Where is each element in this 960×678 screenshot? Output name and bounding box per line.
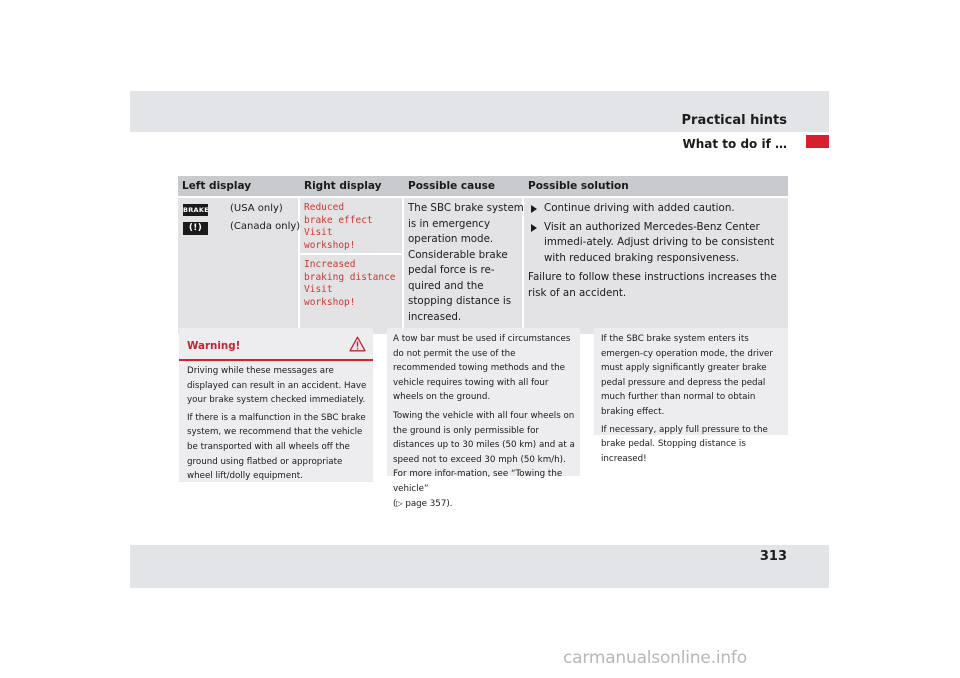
- table-row: [178, 196, 788, 323]
- brake-warning-icon: BRAKE: [183, 206, 209, 214]
- right-display-cell-1: [300, 198, 402, 253]
- watermark: carmanualsonline.info: [563, 648, 747, 668]
- possible-cause-text: The SBC brake system is in emergency operation mode. Considerable brake pedal force is re-quired and the stopping distance is increased.: [408, 202, 524, 323]
- warning-title: Warning!: [187, 340, 241, 352]
- solution-note: Failure to follow these instructions increases the risk of an accident.: [528, 271, 777, 299]
- messages-table: [178, 176, 788, 323]
- sbc-info-box: [594, 328, 788, 464]
- left-display-cell: [178, 198, 301, 334]
- right-display-cell-2: [300, 255, 402, 334]
- sbc-paragraph: If necessary, apply full pressure to the brake pedal. Stopping distance is increased!: [601, 424, 768, 464]
- page-number: 313: [759, 549, 787, 564]
- warning-paragraph: Driving while these messages are displayed can result in an accident. Have your brake system checked immediately.: [187, 366, 367, 406]
- warning-box: [179, 328, 373, 482]
- warning-divider: [179, 359, 373, 361]
- solution-step: Visit an authorized Mercedes-Benz Center immedi-ately. Adjust driving to be consistent with reduced braking responsiveness.: [528, 220, 786, 267]
- col-right-display: Right display: [304, 180, 382, 192]
- canada-only-label: (Canada only): [230, 221, 301, 232]
- towing-info-box: [387, 328, 580, 509]
- section-title: Practical hints: [681, 113, 787, 128]
- solution-step: Continue driving with added caution.: [528, 201, 786, 217]
- towing-paragraph: Towing the vehicle with all four wheels on the ground is only permissible for distances up to 30 miles (50 km) and at a speed not to exceed 30 mph (50 km/h). For more infor-mation, see “Towing the vehicle” (▷ page 357).: [393, 410, 575, 509]
- possible-cause-cell: [404, 198, 522, 334]
- bullet-arrow-icon: [531, 205, 537, 213]
- page-reference-arrow-icon: ▷: [396, 498, 403, 508]
- display-message-reduced-brake-effect: Reduced brake effect Visit workshop!: [304, 202, 373, 251]
- sbc-paragraph: If the SBC brake system enters its emergen-cy operation mode, the driver must apply significantly greater brake pedal pressure and depress the pedal much further than normal to obtain braking effect.: [601, 334, 773, 417]
- usa-only-label: (USA only): [230, 203, 283, 214]
- section-marker: [806, 135, 829, 148]
- display-message-increased-braking-distance: Increased braking distance Visit workshop!: [304, 259, 396, 308]
- col-possible-cause: Possible cause: [408, 180, 496, 192]
- possible-solution-cell: [524, 198, 788, 334]
- subsection-title: What to do if …: [682, 137, 787, 151]
- col-left-display: Left display: [182, 180, 252, 192]
- towing-paragraph: A tow bar must be used if circumstances do not permit the use of the recommended towing methods and the vehicle requires towing with all four wheels on the ground.: [393, 334, 571, 403]
- bullet-arrow-icon: [531, 224, 537, 232]
- footer-band: [130, 545, 829, 588]
- warning-paragraph: If there is a malfunction in the SBC brake system, we recommend that the vehicle be transported with all wheels off the ground using flatbed or appropriate wheel lift/dolly equipment.: [187, 412, 366, 482]
- col-possible-solution: Possible solution: [528, 180, 629, 192]
- brake-circle-warning-icon: (!): [183, 222, 208, 235]
- table-header: [178, 176, 788, 196]
- warning-triangle-icon: [349, 336, 366, 352]
- page-reference[interactable]: page 357).: [405, 498, 453, 509]
